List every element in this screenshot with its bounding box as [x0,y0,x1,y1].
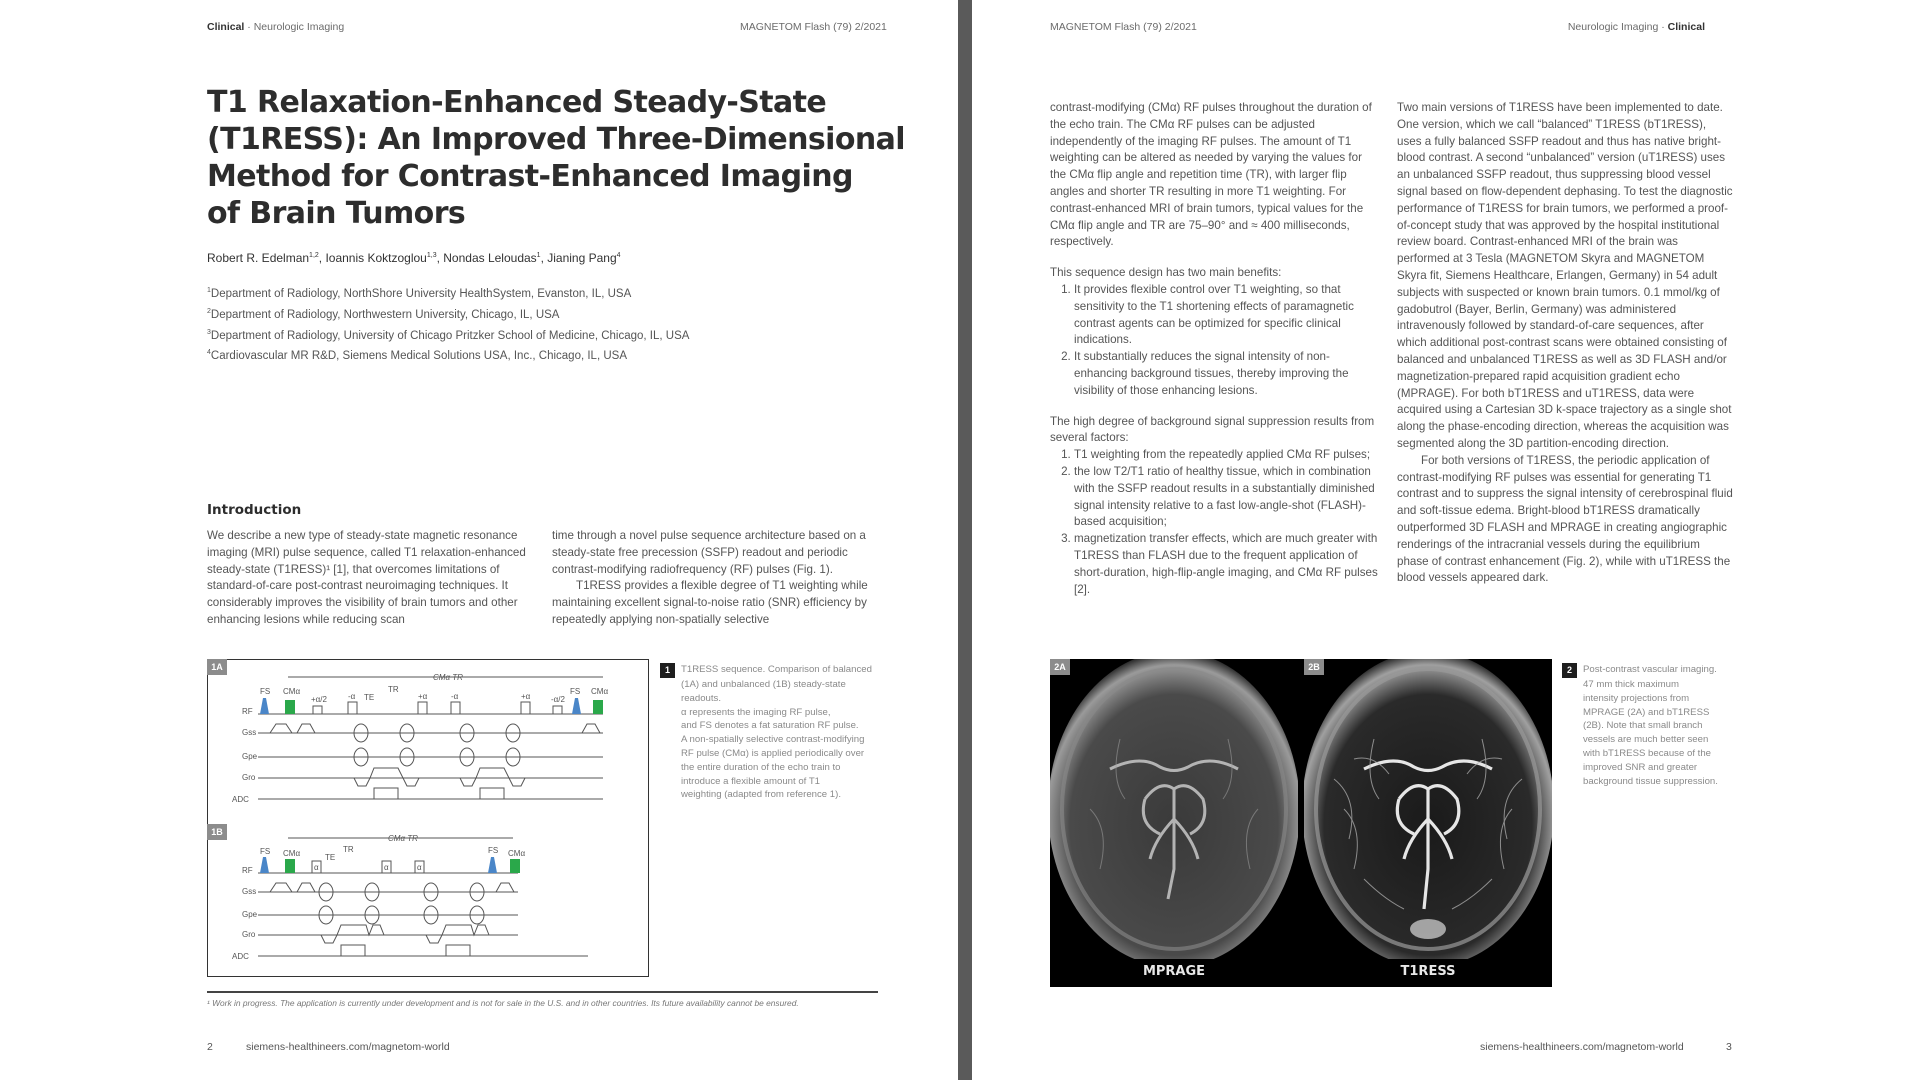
page-divider [958,0,972,1080]
footer-url-left[interactable]: siemens-healthineers.com/magnetom-world [246,1041,450,1053]
caption-line: MPRAGE (2A) and bT1RESS [1583,706,1710,718]
paragraph: T1RESS provides a flexible degree of T1 weighting while maintaining excellent signal-to-noise ratio (SNR) efficiency by repeatedly applying non-spatially selective [552,579,868,626]
header-section: Clinical [207,21,245,33]
page-number-left: 2 [207,1041,213,1053]
caption-line: background tissue suppression. [1583,775,1718,787]
header-subsection: Neurologic Imaging [253,21,345,33]
svg-text:TE: TE [325,853,336,862]
svg-text:α: α [417,863,422,872]
author-list: Robert R. Edelman$^{1,2}$, Ioannis Koktzoglou$^{1,3}$, Nondas Leloudas$^1$, Jianing Pang$^4$ [207,251,621,265]
svg-text:Gss: Gss [242,887,257,896]
page-number-right: 3 [1726,1041,1732,1053]
caption-line: RF pulse (CMα) is applied periodically over [681,747,865,759]
list-item: 2. the low T2/T1 ratio of healthy tissue, which in combination with the SSFP readout results in a substantially diminished signal intensity relative to a fast low-angle-shot (FLASH)-based acquisition; [1074,464,1380,531]
title-line: Method for Contrast-Enhanced Imaging [207,159,853,194]
svg-text:+α: +α [418,692,428,701]
affiliation [207,303,689,324]
caption-line: α represents the imaging RF pulse, [681,706,831,718]
intro-column-1 [207,528,542,629]
title-line: T1 Relaxation-Enhanced Steady-State [207,85,827,120]
right-column-2 [1397,100,1733,587]
footer-url-right[interactable]: siemens-healthineers.com/magnetom-world [1480,1041,1684,1053]
figure-number-badge: 2 [1562,663,1577,678]
caption-line: (1A) and unbalanced (1B) steady-state [681,679,846,690]
header-subsection: Neurologic Imaging [1567,21,1659,33]
brain-mip-image-icon [1304,659,1552,959]
list-item: 1. T1 weighting from the repeatedly applied CMα RF pulses; [1074,447,1380,464]
running-header-right [1568,21,1705,33]
svg-text:RF: RF [242,707,253,716]
figure-1-caption [660,663,890,802]
svg-text:-α: -α [348,692,356,701]
author-sup: 1,3 [426,252,437,259]
svg-text:CMα: CMα [283,687,301,696]
list-item: 1. It provides flexible control over T1 weighting, so that sensitivity to the T1 shortening effects of paramagnetic contrast agents can be optimized for specific clinical indications. [1074,282,1380,349]
affiliations [207,282,689,365]
right-page [972,0,1920,1080]
svg-text:FS: FS [570,687,581,696]
issue-label: MAGNETOM Flash (79) 2/2021 [740,21,887,33]
paragraph: contrast-modifying (CMα) RF pulses throughout the duration of the echo train. The CMα RF pulses can be adjusted independently of the imaging RF pulses. The amount of T1 weighting can be altered as needed by varying the values for the CMα flip angle and repetition time (TR), with larger flip angles and shorter TR resulting in more T1 weighting. For contrast-enhanced MRI of brain tumors, typical values for the CMα flip angle and TR are 75–90° and ≈ 400 milliseconds, respectively. [1050,101,1372,249]
header-separator: · [244,21,254,33]
author-sup: 1,2 [309,252,319,259]
mri-panel-2b [1304,659,1552,987]
list-item: 2. It substantially reduces the signal intensity of non-enhancing background tissues, thereby improving the visibility of those enhancing lesions. [1074,349,1380,399]
article-title [207,84,927,232]
paragraph: time through a novel pulse sequence architecture based on a steady-state free precession (SSFP) readout and periodic contrast-modifying radiofrequency (RF) pulses (Fig. 1). [552,529,866,576]
svg-text:CMα TR: CMα TR [388,834,418,843]
title-line: of Brain Tumors [207,196,466,231]
intro-column-2 [552,528,888,629]
section-heading-introduction: Introduction [207,502,302,518]
svg-text:CMα: CMα [508,849,526,858]
svg-text:CMα TR: CMα TR [433,673,463,682]
header-section: Clinical [1667,21,1705,33]
svg-text:FS: FS [260,687,271,696]
affiliation [207,344,689,365]
left-page [0,0,958,1080]
caption-line: T1RESS sequence. Comparison of balanced [681,664,872,675]
figure-1-pulse-sequence [207,659,649,977]
panel-tag-2a: 2A [1050,659,1070,675]
svg-text:ADC: ADC [232,795,249,804]
figure-2-mri-comparison [1050,659,1552,987]
svg-text:CMα: CMα [591,687,609,696]
svg-text:-α/2: -α/2 [551,695,565,704]
svg-text:Gro: Gro [242,773,256,782]
caption-line: improved SNR and greater [1583,761,1698,773]
author-name: Robert R. Edelman [207,251,310,265]
list-intro: This sequence design has two main benefits: [1050,266,1282,280]
svg-text:Gro: Gro [242,930,256,939]
svg-text:Gpe: Gpe [242,910,258,919]
caption-line: (2B). Note that small branch [1583,720,1703,732]
affil-text: Cardiovascular MR R&D, Siemens Medical Solutions USA, Inc., Chicago, IL, USA [210,350,627,363]
caption-line: with bT1RESS because of the [1583,747,1711,759]
brain-mip-image-icon [1050,659,1298,959]
pulse-sequence-diagram-icon [208,660,648,976]
affil-text: Department of Radiology, Northwestern University, Chicago, IL, USA [210,308,560,321]
header-separator: · [1658,21,1668,33]
author-name: Ioannis Koktzoglou [325,251,427,265]
benefits-list [1050,282,1380,400]
affil-sup: 1 [207,287,211,294]
panel-tag-1a: 1A [207,659,227,675]
affil-sup: 3 [207,328,211,336]
factors-list [1050,447,1380,598]
paragraph: We describe a new type of steady-state magnetic resonance imaging (MRI) pulse sequence, called T1 relaxation-enhanced steady-state (T1RESS)¹ [1], that overcomes limitations of standard-of-care post-contrast neuroimaging techniques. It considerably improves the visibility of brain tumors and other enhancing lesions while reducing scan [207,529,526,626]
author-sup: 4 [616,252,621,259]
affil-sup: 4 [207,349,211,357]
svg-text:α: α [314,863,319,872]
paragraph: For both versions of T1RESS, the periodic application of contrast-modifying RF pulses was essential for generating T1 contrast and to suppress the signal intensity of cerebrospinal fluid and soft-tissue edema. Bright-blood bT1RESS dramatically outperformed 3D FLASH and MPRAGE in creating angiographic renderings of the intracranial vessels during the equilibrium phase of contrast enhancement (Fig. 2), while with uT1RESS the blood vessels appeared dark. [1397,453,1733,585]
caption-line: intensity projections from [1583,692,1690,704]
affil-text: Department of Radiology, NorthShore University HealthSystem, Evanston, IL, USA [210,287,632,300]
caption-line: Post-contrast vascular imaging. [1583,664,1717,675]
mri-panel-2a [1050,659,1298,987]
caption-line: vessels are much better seen [1583,734,1709,746]
svg-text:FS: FS [488,846,499,855]
svg-text:-α: -α [451,692,459,701]
issue-label: MAGNETOM Flash (79) 2/2021 [1050,21,1197,33]
caption-line: 47 mm thick maximum [1583,679,1679,690]
list-intro: The high degree of background signal suppression results from several factors: [1050,414,1375,445]
author-name: Jianing Pang [547,251,617,265]
affiliation [207,324,689,345]
caption-line: weighting (adapted from reference 1). [681,789,841,801]
svg-text:FS: FS [260,847,271,856]
title-line: (T1RESS): An Improved Three-Dimensional [207,122,905,157]
svg-text:α: α [384,863,389,872]
affil-sup: 2 [207,307,211,315]
caption-line: the entire duration of the echo train to [681,761,841,773]
svg-text:CMα: CMα [283,849,301,858]
caption-line: introduce a flexible amount of T1 [681,775,821,787]
figure-number-badge: 1 [660,663,675,678]
right-column-1 [1050,100,1380,598]
affil-text: Department of Radiology, University of Chicago Pritzker School of Medicine, Chicago, IL, USA [210,329,690,342]
svg-text:Gss: Gss [242,728,257,737]
svg-text:ADC: ADC [232,952,249,961]
footnote-rule [207,991,878,993]
figure-2-caption [1562,663,1732,788]
svg-text:TR: TR [388,685,399,694]
panel-tag-2b: 2B [1304,659,1324,675]
footnote: ¹ Work in progress. The application is currently under development and is not for sale in the U.S. and in other countries. Its future availability cannot be ensured. [207,998,799,1008]
svg-text:TE: TE [364,693,375,702]
svg-text:TR: TR [343,845,354,854]
caption-line: readouts. [681,692,722,704]
paragraph: Two main versions of T1RESS have been implemented to date. One version, which we call “balanced” T1RESS (bT1RESS), uses a fully balanced SSFP readout and thus has native bright-blood contrast. A second “unbalanced” version (uT1RESS) uses an unbalanced SSFP readout, thus suppressing blood vessel signal based on flow-dependent dephasing. To test the diagnostic performance of T1RESS for brain tumors, we performed a proof-of-concept study that was approved by the hospital institutional review board. Contrast-enhanced MRI of the brain was performed at 3 Tesla (MAGNETOM Skyra and MAGNETOM Skyra fit, Siemens Healthcare, Erlangen, Germany) in 54 adult subjects with suspected or known brain tumors. 0.1 mmol/kg of gadobutrol (Bayer, Berlin, Germany) was administered intravenously followed by standard-of-care sequences, after which additional post-contrast scans were obtained consisting of balanced and unbalanced T1RESS as well as 3D FLASH and/or magnetization-prepared rapid acquisition gradient echo (MPRAGE). For both bT1RESS and uT1RESS, data were acquired using a Cartesian 3D k-space trajectory as a single shot along the phase-encoding direction, whereas the acquisition was segmented along the 3D partition-encoding direction. [1397,101,1733,450]
svg-text:+α: +α [521,692,531,701]
affiliation [207,282,689,303]
caption-line: and FS denotes a fat saturation RF pulse. [681,720,859,732]
panel-tag-1b: 1B [207,824,227,840]
svg-text:+α/2: +α/2 [311,695,327,704]
mri-label-mprage: MPRAGE [1142,964,1206,979]
list-item: 3. magnetization transfer effects, which are much greater with T1RESS than FLASH due to the frequent application of short-duration, high-flip-angle imaging, and CMα RF pulses [2]. [1074,531,1380,598]
caption-line: A non-spatially selective contrast-modifying [681,734,865,746]
mri-label-t1ress: T1RESS [1400,964,1456,979]
svg-text:RF: RF [242,866,253,875]
author-name: Nondas Leloudas [443,251,537,265]
svg-text:Gpe: Gpe [242,752,258,761]
running-header-left [207,21,344,33]
author-sup: 1 [536,252,541,259]
